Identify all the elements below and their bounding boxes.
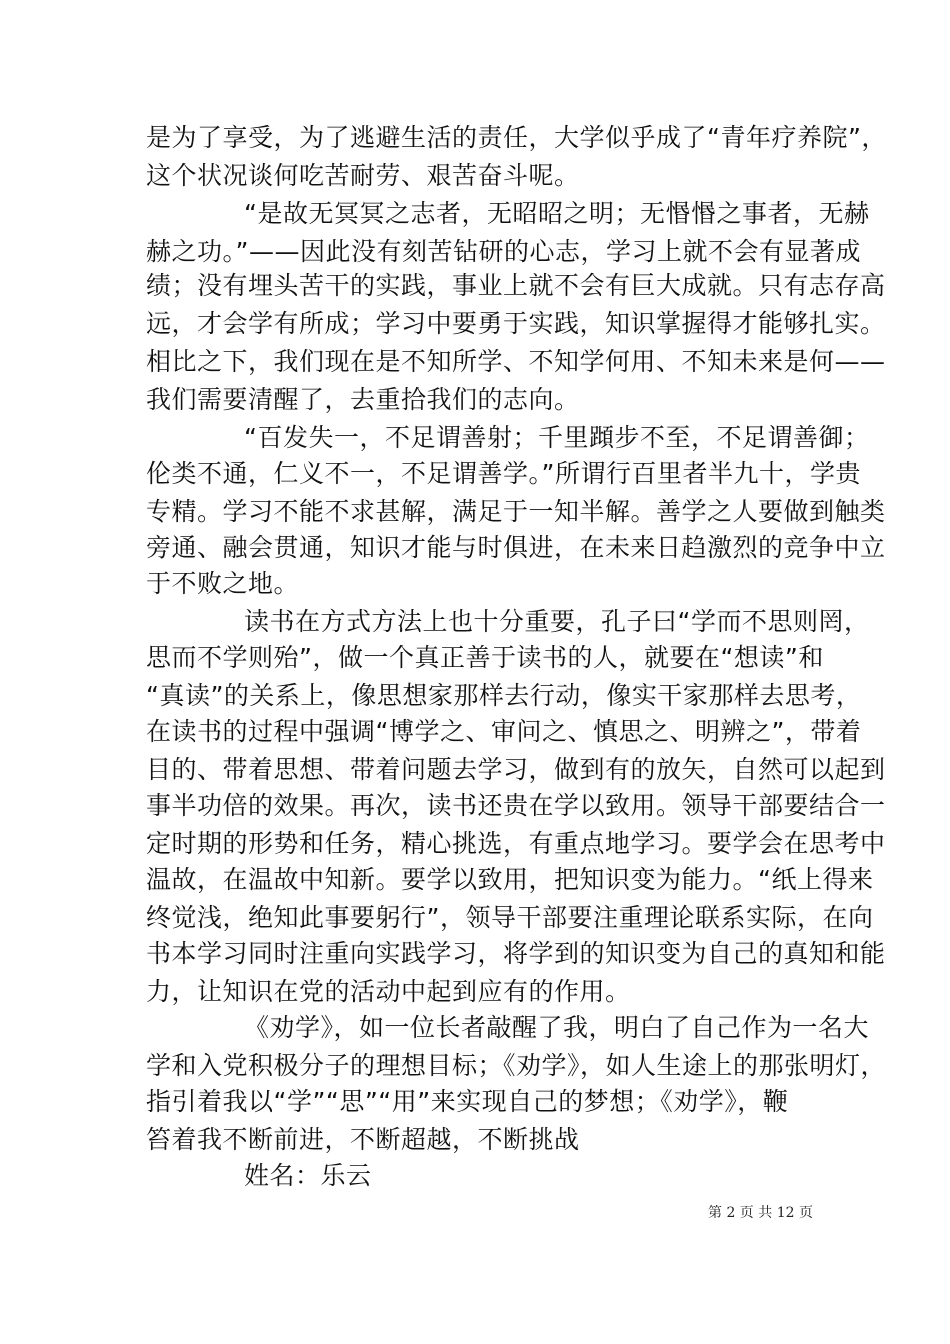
text-line: 赫之功。”——因此没有刻苦钻研的心志，学习上就不会有显著成: [146, 237, 861, 266]
paragraph-first-line: 读书在方式方法上也十分重要，孔子曰“学而不思则罔，: [244, 607, 870, 636]
text-line: 书本学习同时注重向实践学习，将学到的知识变为自己的真知和能: [146, 939, 886, 968]
text-line: “真读”的关系上，像思想家那样去行动，像实干家那样去思考，: [146, 681, 862, 710]
text-line: 伦类不通，仁义不一，不足谓善学。”所谓行百里者半九十，学贵: [146, 459, 861, 488]
text-line: 温故，在温故中知新。要学以致用，把知识变为能力。“纸上得来: [146, 865, 874, 894]
text-line: 是为了享受，为了逃避生活的责任，大学似乎成了“青年疗养院”，: [146, 123, 887, 152]
text-line: 这个状况谈何吃苦耐劳、艰苦奋斗呢。: [146, 161, 580, 190]
text-line: 相比之下，我们现在是不知所学、不知学何用、不知未来是何——: [146, 347, 886, 376]
text-line: 我们需要清醒了，去重拾我们的志向。: [146, 385, 580, 414]
text-line: 终觉浅，绝知此事要躬行”，领导干部要注重理论联系实际，在向: [146, 903, 874, 932]
text-line: 指引着我以“学”“思”“用”来实现自己的梦想；《劝学》，鞭: [146, 1087, 789, 1116]
text-line: 事半功倍的效果。再次，读书还贵在学以致用。领导干部要结合一: [146, 791, 886, 820]
paragraph-first-line: “是故无冥冥之志者，无昭昭之明；无惽惽之事者，无赫: [244, 199, 870, 228]
text-line: 专精。学习不能不求甚解，满足于一知半解。善学之人要做到触类: [146, 497, 886, 526]
text-line: 绩；没有埋头苦干的实践，事业上就不会有巨大成就。只有志存高: [146, 271, 886, 300]
text-line: 定时期的形势和任务，精心挑选，有重点地学习。要学会在思考中: [146, 829, 886, 858]
text-line: 思而不学则殆”，做一个真正善于读书的人，就要在“想读”和: [146, 643, 824, 672]
page-number-footer: 第 2 页 共 12 页: [708, 1205, 813, 1221]
text-line: 目的、带着思想、带着问题去学习，做到有的放矢，自然可以起到: [146, 755, 886, 784]
author-name: 姓名：乐云: [244, 1161, 372, 1190]
text-line: 远，才会学有所成；学习中要勇于实践，知识掌握得才能够扎实。: [146, 309, 886, 338]
paragraph-first-line: 《劝学》，如一位长者敲醒了我，明白了自己作为一名大: [244, 1013, 870, 1042]
text-line: 学和入党积极分子的理想目标；《劝学》，如人生途上的那张明灯，: [146, 1051, 887, 1080]
text-line: 力，让知识在党的活动中起到应有的作用。: [146, 977, 631, 1006]
text-line: 于不败之地。: [146, 569, 300, 598]
text-line: 在读书的过程中强调“博学之、审问之、慎思之、明辨之”，带着: [146, 717, 862, 746]
text-line: 旁通、融会贯通，知识才能与时俱进，在未来日趋激烈的竞争中立: [146, 533, 886, 562]
text-line: 笞着我不断前进，不断超越，不断挑战: [146, 1125, 580, 1154]
paragraph-first-line: “百发失一，不足谓善射；千里蹞步不至，不足谓善御；: [244, 423, 870, 452]
